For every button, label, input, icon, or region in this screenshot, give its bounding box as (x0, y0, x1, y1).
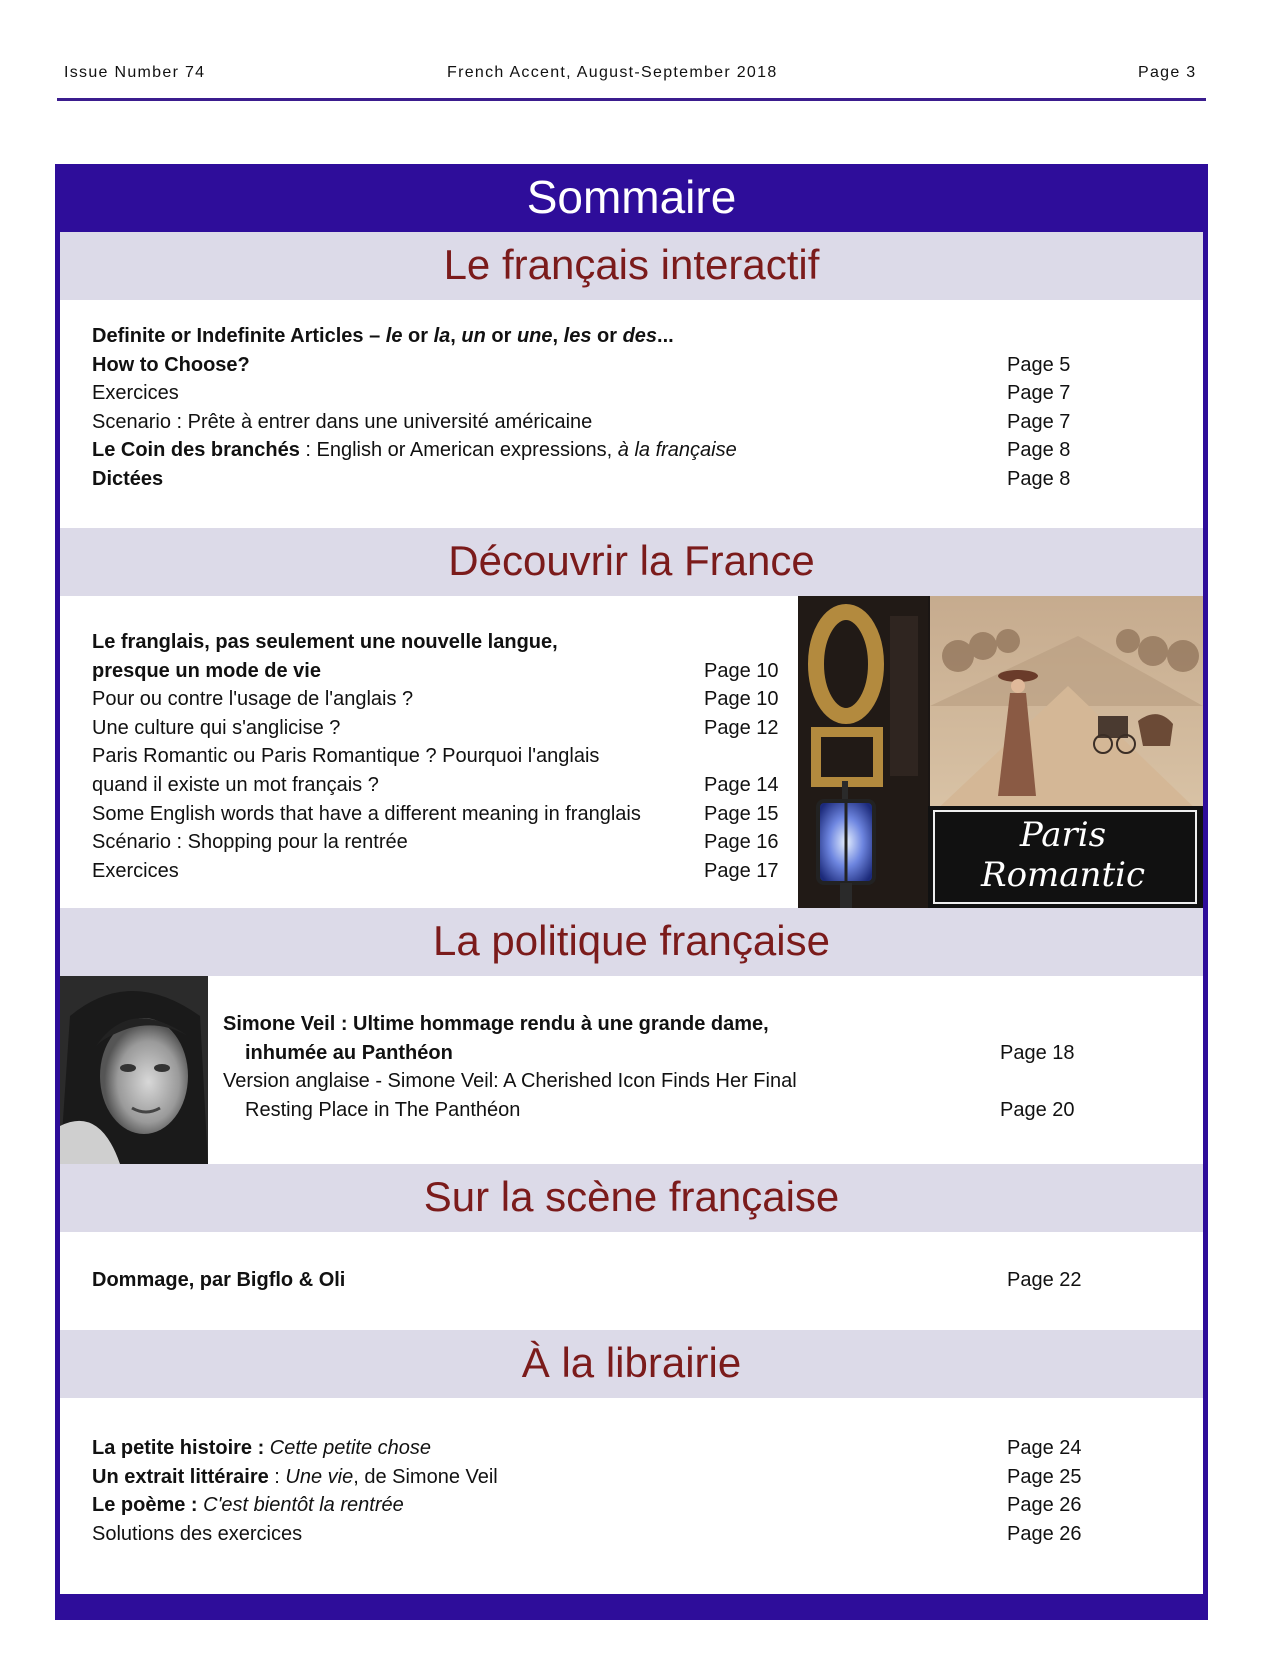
toc-entry: Dictées Page 8 (92, 465, 1092, 494)
toc-entry: Le poème : C'est bientôt la rentrée Page 26 (92, 1491, 1092, 1520)
toc-entry: Dommage, par Bigflo & Oli Page 22 (92, 1266, 1092, 1295)
toc-entry: Version anglaise - Simone Veil: A Cherished Icon Finds Her Final (223, 1070, 797, 1093)
paris-romantic-image (798, 596, 1203, 908)
toc-page: Page 10 (704, 659, 779, 682)
section-heading-librairie: À la librairie (60, 1330, 1203, 1398)
toc-page: Page 7 (1007, 410, 1071, 433)
toc-entry: Simone Veil : Ultime hommage rendu à une grande dame, (223, 1013, 769, 1035)
toc-entry: Un extrait littéraire : Une vie, de Simone Veil Page 25 (92, 1463, 1092, 1492)
toc-page: Page 8 (1007, 439, 1071, 462)
toc-entry: Exercices Page 17 (92, 857, 792, 886)
toc-entry: La petite histoire : Cette petite chose Page 24 (92, 1434, 1092, 1463)
page-number: Page 3 (1138, 64, 1197, 81)
toc-entry: Resting Place in The Panthéon Page 20 (223, 1096, 1123, 1125)
section-heading-france: Découvrir la France (60, 528, 1203, 596)
toc-entry: Pour ou contre l'usage de l'anglais ? Page 10 (92, 685, 792, 714)
sommaire-title: Sommaire (526, 171, 737, 223)
toc-page: Page 8 (1007, 467, 1071, 490)
toc-page: Page 14 (704, 773, 779, 796)
publication-title: French Accent, August-September 2018 (447, 64, 778, 81)
toc-entry: quand il existe un mot français ? Page 14 (92, 771, 792, 800)
toc-page: Page 24 (1007, 1437, 1082, 1459)
toc-page: Page 7 (1007, 382, 1071, 405)
sommaire-frame (55, 164, 1208, 1620)
toc-entry: Paris Romantic ou Paris Romantique ? Pourquoi l'anglais (92, 745, 600, 768)
section-heading-politique: La politique française (60, 908, 1203, 976)
toc-page: Page 10 (704, 688, 779, 711)
toc-page: Page 26 (1007, 1522, 1082, 1545)
toc-page: Page 16 (704, 831, 779, 854)
toc-entry: Definite or Indefinite Articles – le or la, un or une, les or des... (92, 325, 674, 347)
section-body-france (60, 596, 1203, 908)
toc-page: Page 5 (1007, 353, 1071, 376)
toc-entry: Une culture qui s'anglicise ? Page 12 (92, 714, 792, 743)
toc-page: Page 26 (1007, 1494, 1082, 1517)
toc-entry: Solutions des exercices Page 26 (92, 1520, 1092, 1549)
toc-page: Page 20 (1000, 1098, 1075, 1121)
toc-page: Page 18 (1000, 1041, 1075, 1064)
section-body-scene (60, 1232, 1203, 1330)
portrait-photo (60, 976, 208, 1164)
simone-veil-portrait (60, 976, 208, 1164)
toc-page: Page 12 (704, 716, 779, 739)
header-rule (57, 98, 1206, 101)
toc-page: Page 22 (1007, 1269, 1082, 1291)
toc-entry: Exercices Page 7 (92, 379, 1092, 408)
toc-page: Page 15 (704, 802, 779, 825)
section-body-librairie (60, 1398, 1203, 1594)
toc-entry: How to Choose? Page 5 (92, 351, 1092, 380)
toc-entry: inhumée au Panthéon Page 18 (223, 1039, 1123, 1068)
svg-text:Romantic: Romantic (980, 855, 1146, 895)
toc-entry: Some English words that have a different meaning in franglais Page 15 (92, 800, 792, 829)
toc-entry: presque un mode de vie Page 10 (92, 657, 792, 686)
section-body-interactif (60, 300, 1203, 528)
toc-entry: Scénario : Shopping pour la rentrée Page 16 (92, 828, 792, 857)
toc-entry: Le Coin des branchés : English or American expressions, à la française Page 8 (92, 436, 1092, 465)
section-heading-scene: Sur la scène française (60, 1164, 1203, 1232)
section-body-politique (60, 976, 1203, 1164)
section-heading-interactif: Le français interactif (60, 232, 1203, 300)
toc-page: Page 17 (704, 859, 779, 882)
paris-romantic-artwork (798, 596, 1203, 908)
toc-entry: Scenario : Prête à entrer dans une université américaine Page 7 (92, 408, 1092, 437)
toc-page: Page 25 (1007, 1465, 1082, 1488)
toc-entry: Le franglais, pas seulement une nouvelle langue, (92, 631, 558, 653)
svg-text:Paris: Paris (1019, 815, 1107, 855)
issue-number: Issue Number 74 (64, 64, 206, 81)
